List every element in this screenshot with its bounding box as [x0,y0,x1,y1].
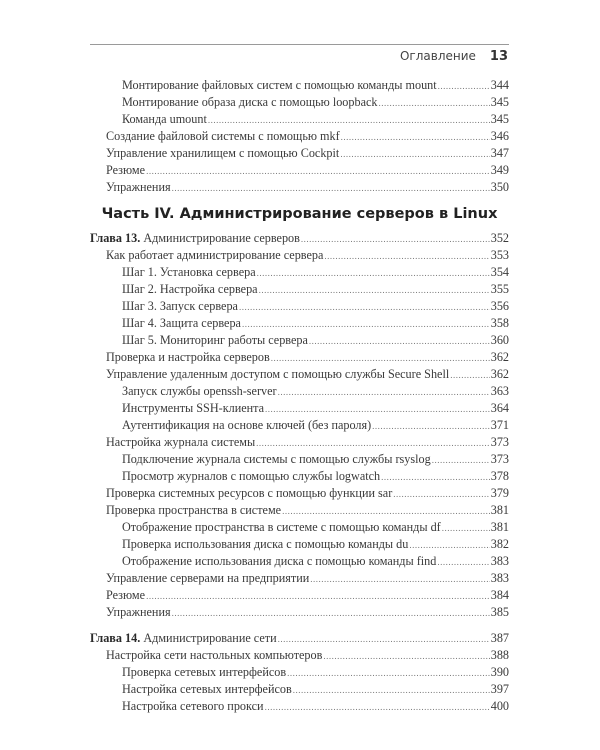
page-number: 13 [489,49,508,64]
toc-chapter-13 [90,230,509,715]
leader-dots [438,78,490,95]
leader-dots [282,503,490,520]
toc-entry[interactable]: Упражнения ..... 385 [90,604,509,621]
leader-dots [239,299,490,316]
toc-entry[interactable]: Управление удаленным доступом с помощью службы Secure Shell ..... 362 [90,366,509,383]
leader-dots [409,537,489,554]
toc-entry[interactable]: Аутентификация на основе ключей (без пароля) ..... 371 [90,417,509,434]
leader-dots [256,435,490,452]
chapter-prefix: Глава 14. [90,631,141,645]
toc-entry[interactable]: Отображение пространства в системе с помощью команды df ..... 381 [90,519,509,536]
toc-entry[interactable]: Команда umount ..... 345 [90,111,509,128]
toc-entry[interactable]: Как работает администрирование сервера ..... 353 [90,247,509,264]
toc-entry[interactable]: Резюме ..... 384 [90,587,509,604]
chapter-entry[interactable]: Глава 14. Администрирование сети ..... 387 [90,630,509,647]
toc-entry[interactable]: Резюме ..... 349 [90,162,509,179]
leader-dots [265,401,490,418]
toc-entry[interactable]: Просмотр журналов с помощью службы logwatch ..... 378 [90,468,509,485]
toc-entry[interactable]: Шаг 1. Установка сервера ..... 354 [90,264,509,281]
toc-entry[interactable]: Шаг 5. Мониторинг работы сервера ..... 360 [90,332,509,349]
leader-dots [208,112,490,129]
leader-dots [259,282,490,299]
leader-dots [172,605,490,622]
leader-dots [265,699,490,716]
leader-dots [309,333,490,350]
toc-top-block [90,77,509,196]
toc-entry[interactable]: Проверка системных ресурсов с помощью функции sar ..... 379 [90,485,509,502]
leader-dots [379,95,490,112]
chapter-entry[interactable]: Глава 13. Администрирование серверов ..... 352 [90,230,509,247]
leader-dots [278,631,490,648]
toc-entry[interactable]: Запуск службы openssh-server ..... 363 [90,383,509,400]
leader-dots [278,384,490,401]
leader-dots [271,350,490,367]
part-heading: Часть IV. Администрирование серверов в Linux [101,206,498,222]
leader-dots [287,665,490,682]
chapter-gap [90,621,509,630]
leader-dots [372,418,490,435]
leader-dots [437,554,489,571]
leader-dots [324,248,489,265]
leader-dots [450,367,489,384]
leader-dots [257,265,490,282]
leader-dots [393,486,489,503]
toc-entry[interactable]: Настройка журнала системы ..... 373 [90,434,509,451]
running-header [400,49,508,64]
toc-entry[interactable]: Проверка и настройка серверов ..... 362 [90,349,509,366]
leader-dots [341,129,490,146]
toc-entry[interactable]: Проверка пространства в системе ..... 381 [90,502,509,519]
header-rule [90,44,509,45]
leader-dots [146,163,490,180]
leader-dots [310,571,489,588]
leader-dots [242,316,490,333]
toc-entry[interactable]: Подключение журнала системы с помощью службы rsyslog ..... 373 [90,451,509,468]
toc-entry[interactable]: Монтирование файловых систем с помощью команды mount ..... 344 [90,77,509,94]
leader-dots [323,648,489,665]
toc-entry[interactable]: Управление хранилищем с помощью Cockpit ..... 347 [90,145,509,162]
toc-entry[interactable]: Создание файловой системы с помощью mkf ..... 346 [90,128,509,145]
leader-dots [293,682,490,699]
toc-entry[interactable]: Монтирование образа диска с помощью loopback ..... 345 [90,94,509,111]
leader-dots [146,588,490,605]
leader-dots [340,146,489,163]
toc-entry[interactable]: Упражнения ..... 350 [90,179,509,196]
toc-entry[interactable]: Инструменты SSH-клиента ..... 364 [90,400,509,417]
toc-entry[interactable]: Настройка сетевого прокси ..... 400 [90,698,509,715]
toc-entry[interactable]: Настройка сетевых интерфейсов ..... 397 [90,681,509,698]
leader-dots [442,520,490,537]
toc-entry[interactable]: Шаг 3. Запуск сервера ..... 356 [90,298,509,315]
toc-entry[interactable]: Проверка сетевых интерфейсов ..... 390 [90,664,509,681]
section-title: Оглавление [399,49,476,63]
toc-entry[interactable]: Управление серверами на предприятии ..... 383 [90,570,509,587]
leader-dots [432,452,490,469]
chapter-title: Администрирование сети [143,631,277,645]
toc-entry[interactable]: Проверка использования диска с помощью команды du ..... 382 [90,536,509,553]
toc-entry[interactable]: Шаг 2. Настройка сервера ..... 355 [90,281,509,298]
toc-entry[interactable]: Настройка сети настольных компьютеров ..... 388 [90,647,509,664]
toc-entry[interactable]: Отображение использования диска с помощью команды find ..... 383 [90,553,509,570]
leader-dots [172,180,490,197]
chapter-title: Администрирование серверов [143,231,300,245]
leader-dots [381,469,490,486]
chapter-prefix: Глава 13. [90,231,141,245]
toc-entry[interactable]: Шаг 4. Защита сервера ..... 358 [90,315,509,332]
leader-dots [301,231,490,248]
